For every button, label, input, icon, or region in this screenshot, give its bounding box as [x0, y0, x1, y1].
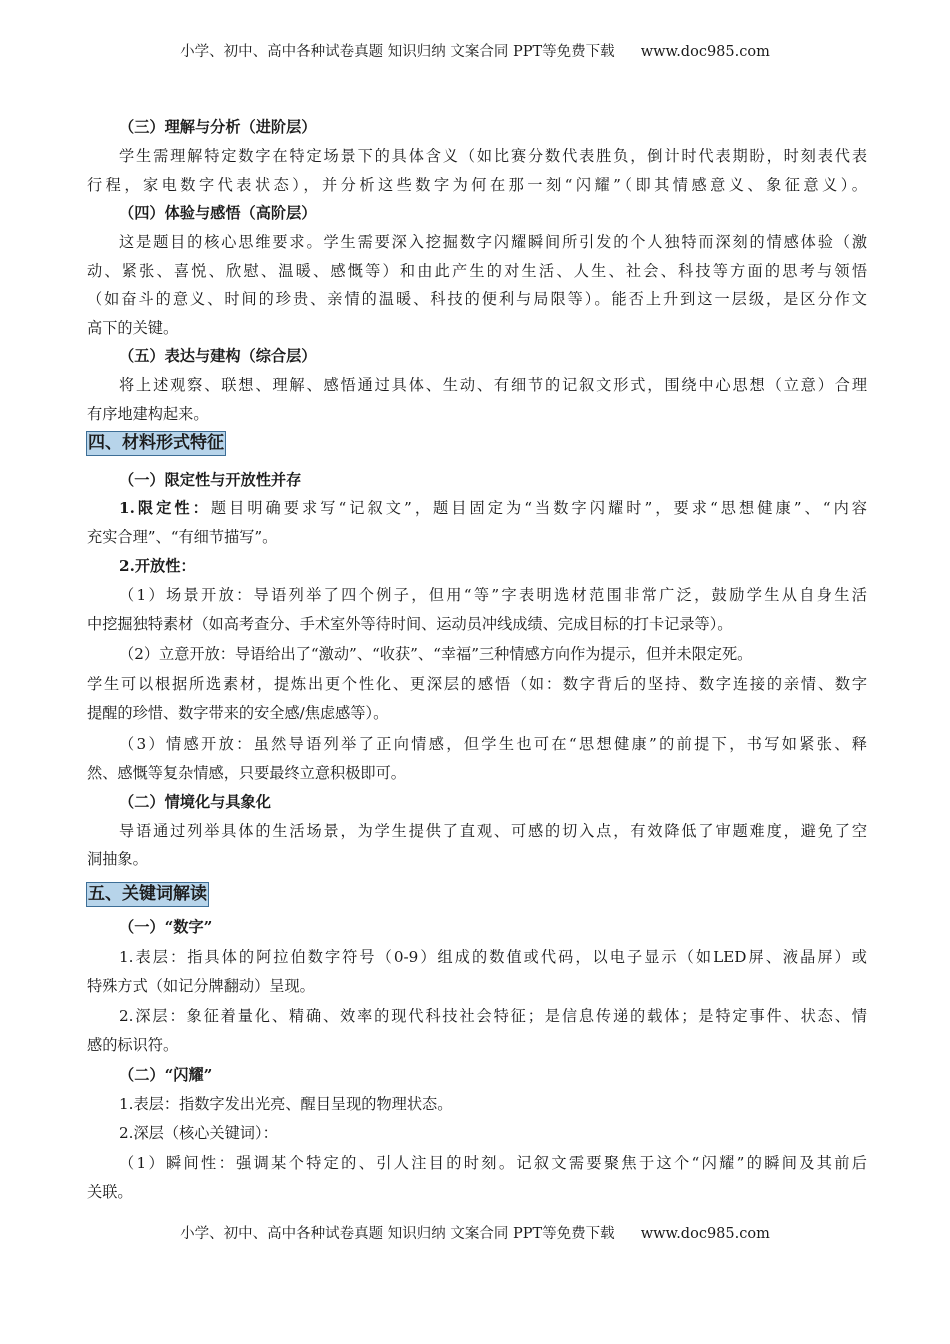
- paragraph-line: 提醒的珍惜、数字带来的安全感/焦虑感等）。: [87, 704, 389, 722]
- paragraph-line: 这是题目的核心思维要求。学生需要深入挖掘数字闪耀瞬间所引发的个人独特而深刻的情感体验（激: [119, 233, 867, 251]
- heading-shining: （二）“闪耀”: [119, 1066, 213, 1084]
- paragraph-line: （2）立意开放：导语给出了“激动”、“收获”、“幸福”三种情感方向作为提示，但并未限定死。: [119, 645, 753, 663]
- heading-understanding-analysis: （三）理解与分析（进阶层）: [119, 118, 317, 136]
- paragraph-line: 将上述观察、联想、理解、感悟通过具体、生动、有细节的记叙文形式，围绕中心思想（立意）合理: [119, 376, 867, 394]
- paragraph-line: 高下的关键。: [87, 319, 179, 337]
- paragraph-line: 2.深层（核心关键词）：: [119, 1124, 278, 1142]
- paragraph-line: 然、感慨等复杂情感，只要最终立意积极即可。: [87, 764, 406, 782]
- heading-experience-insight: （四）体验与感悟（高阶层）: [119, 204, 317, 222]
- paragraph-line: 动、紧张、喜悦、欣慰、温暖、感慨等）和由此产生的对生活、人生、社会、科技等方面的思考与领悟: [87, 262, 867, 280]
- heading-limited-open: （一）限定性与开放性并存: [119, 471, 302, 489]
- paragraph-line: 学生需理解特定数字在特定场景下的具体含义（如比赛分数代表胜负，倒计时代表期盼，时刻表代表: [119, 147, 867, 165]
- section-title-material-features: 四、材料形式特征: [86, 431, 226, 456]
- paragraph-line: （如奋斗的意义、时间的珍贵、亲情的温暖、科技的便利与局限等）。能否上升到这一层级，是区分作文: [87, 290, 867, 308]
- header-text: 小学、初中、高中各种试卷真题 知识归纳 文案合同 PPT等免费下载: [180, 44, 615, 60]
- paragraph-line: 2.深层：象征着量化、精确、效率的现代科技社会特征；是信息传递的载体；是特定事件、状态、情: [119, 1007, 867, 1025]
- paragraph-line: 中挖掘独特素材（如高考查分、手术室外等待时间、运动员冲线成绩、完成目标的打卡记录等）。: [87, 615, 733, 633]
- paragraph-line: （3）情感开放：虽然导语列举了正向情感，但学生也可在“思想健康”的前提下，书写如紧张、释: [119, 735, 867, 753]
- paragraph-line: 关联。: [87, 1183, 133, 1201]
- footer-site: www.doc985.com: [640, 1226, 770, 1242]
- limit-label: 1.限定性：: [119, 499, 211, 517]
- paragraph-line: 充实合理”、“有细节描写”。: [87, 528, 278, 546]
- heading-expression-construction: （五）表达与建构（综合层）: [119, 347, 317, 365]
- paragraph-line: 导语通过列举具体的生活场景，为学生提供了直观、可感的切入点，有效降低了审题难度，避免了空: [119, 822, 867, 840]
- paragraph-line: 特殊方式（如记分牌翻动）呈现。: [87, 977, 315, 995]
- open-label: 2.开放性：: [119, 557, 196, 575]
- paragraph-line: 1.表层：指具体的阿拉伯数字符号（0-9）组成的数值或代码，以电子显示（如LED屏、液晶屏）或: [119, 948, 867, 966]
- page-header: [0, 42, 950, 62]
- paragraph-line-limit: [119, 493, 867, 523]
- footer-text: 小学、初中、高中各种试卷真题 知识归纳 文案合同 PPT等免费下载: [180, 1226, 615, 1242]
- paragraph-line: 洞抽象。: [87, 850, 148, 868]
- paragraph-line: （1）场景开放：导语列举了四个例子，但用“等”字表明选材范围非常广泛，鼓励学生从自身生活: [119, 586, 867, 604]
- paragraph-line: （1）瞬间性：强调某个特定的、引人注目的时刻。记叙文需要聚焦于这个“闪耀”的瞬间及其前后: [119, 1154, 867, 1172]
- paragraph-line: 学生可以根据所选素材，提炼出更个性化、更深层的感悟（如：数字背后的坚持、数字连接的亲情、数字: [87, 675, 867, 693]
- paragraph-line: 有序地建构起来。: [87, 405, 209, 423]
- limit-text: 题目明确要求写“记叙文”，题目固定为“当数字闪耀时”，要求“思想健康”、“内容: [210, 499, 867, 517]
- header-site: www.doc985.com: [640, 44, 770, 60]
- section-title-keywords: 五、关键词解读: [86, 882, 209, 907]
- paragraph-line: 1.表层：指数字发出光亮、醒目呈现的物理状态。: [119, 1095, 453, 1113]
- paragraph-line: 感的标识符。: [87, 1036, 179, 1054]
- heading-digits: （一）“数字”: [119, 918, 213, 936]
- heading-situational: （二）情境化与具象化: [119, 793, 271, 811]
- paragraph-line: 行程，家电数字代表状态），并分析这些数字为何在那一刻“闪耀”（即其情感意义、象征意义）。: [87, 176, 867, 194]
- page-footer: [0, 1224, 950, 1244]
